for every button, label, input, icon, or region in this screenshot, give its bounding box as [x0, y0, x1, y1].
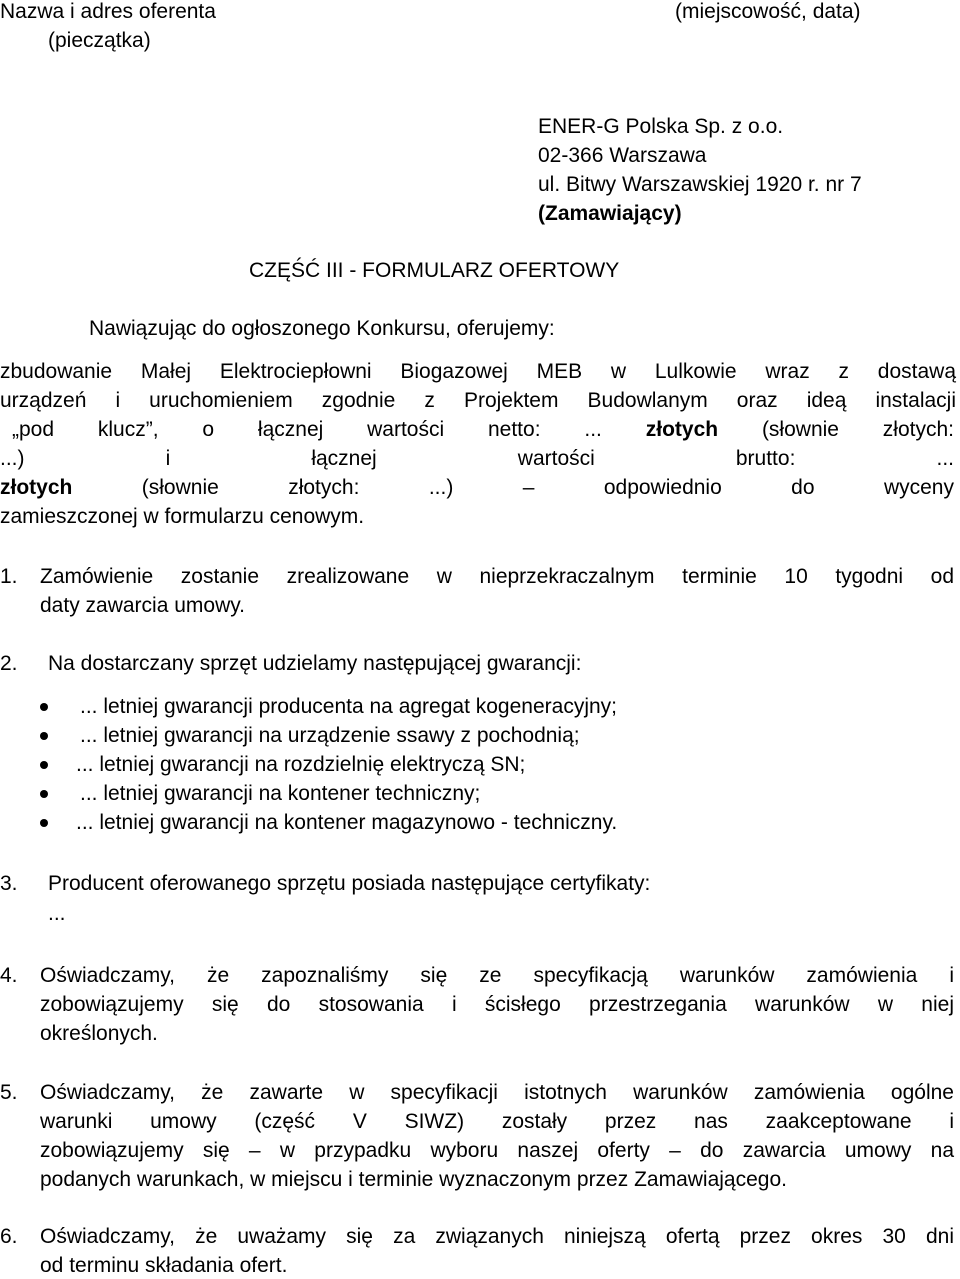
- item-text: Producent oferowanego sprzętu posiada następujące certyfikaty:: [48, 872, 651, 895]
- item-text: Zamówienie zostanie zrealizowane w nieprzekraczalnym terminie 10 tygodni od: [40, 565, 954, 588]
- place-date-label: (miejscowość, data): [675, 0, 861, 23]
- offer-line: ...) i łącznej wartości brutto: ...: [0, 447, 954, 470]
- item-text: Oświadczamy, że uważamy się za związanych niniejszą ofertą przez okres 30 dni: [40, 1225, 954, 1248]
- warranty-item: ... letniej gwarancji na rozdzielnię elektryczą SN;: [76, 753, 526, 776]
- item-number: 1.: [0, 565, 18, 588]
- offer-line: [0, 474, 954, 501]
- item-number: 4.: [0, 964, 18, 987]
- item-text: zobowiązujemy się do stosowania i ścisłego przestrzegania warunków w niej: [40, 993, 954, 1016]
- item-number: 5.: [0, 1081, 18, 1104]
- item-text: zobowiązujemy się – w przypadku wyboru naszej oferty – do zawarcia umowy na: [40, 1139, 954, 1162]
- offer-line: zbudowanie Małej Elektrociepłowni Biogazowej MEB w Lulkowie wraz z dostawą: [0, 360, 956, 383]
- offer-line: zamieszczonej w formularzu cenowym.: [0, 505, 365, 528]
- net-value-text: „pod klucz”, o łącznej wartości netto: ...: [12, 418, 602, 441]
- bullet-icon: [40, 761, 48, 769]
- item-text: ...: [48, 902, 66, 925]
- offer-line: [12, 416, 954, 443]
- item-number: 6.: [0, 1225, 18, 1248]
- item-text: określonych.: [40, 1022, 158, 1045]
- bullet-icon: [40, 819, 48, 827]
- item-text: od terminu składania ofert.: [40, 1254, 288, 1277]
- item-text: podanych warunkach, w miejscu i terminie wyznaczonym przez Zamawiającego.: [40, 1168, 787, 1191]
- currency-label: złotych: [0, 476, 73, 499]
- item-text: Oświadczamy, że zawarte w specyfikacji istotnych warunków zamówienia ogólne: [40, 1081, 954, 1104]
- offer-line: urządzeń i uruchomieniem zgodnie z Projektem Budowlanym oraz ideą instalacji: [0, 389, 956, 412]
- item-text: Oświadczamy, że zapoznaliśmy się ze specyfikacją warunków zamówienia i: [40, 964, 954, 987]
- warranty-item: ... letniej gwarancji na kontener techniczny;: [80, 782, 481, 805]
- warranty-item: ... letniej gwarancji na kontener magazynowo - techniczny.: [76, 811, 618, 834]
- bullet-icon: [40, 790, 48, 798]
- item-text: daty zawarcia umowy.: [40, 594, 246, 617]
- warranty-item: ... letniej gwarancji producenta na agregat kogeneracyjny;: [80, 695, 617, 718]
- recipient-company: ENER-G Polska Sp. z o.o.: [538, 115, 784, 138]
- stamp-label: (pieczątka): [48, 29, 151, 52]
- bullet-icon: [40, 732, 48, 740]
- page-title: CZĘŚĆ III - FORMULARZ OFERTOWY: [249, 259, 620, 282]
- currency-label: złotych: [645, 418, 719, 441]
- words-label: (słownie złotych:: [718, 418, 955, 441]
- bullet-icon: [40, 703, 48, 711]
- intro-text: Nawiązując do ogłoszonego Konkursu, oferujemy:: [89, 317, 555, 340]
- item-text: warunki umowy (część V SIWZ) zostały przez nas zaakceptowane i: [40, 1110, 954, 1133]
- warranty-item: ... letniej gwarancji na urządzenie ssawy z pochodnią;: [80, 724, 580, 747]
- recipient-street: ul. Bitwy Warszawskiej 1920 r. nr 7: [538, 173, 862, 196]
- item-text: Na dostarczany sprzęt udzielamy następującej gwarancji:: [48, 652, 582, 675]
- item-number: 3.: [0, 872, 18, 895]
- recipient-role: (Zamawiający): [538, 202, 682, 225]
- gross-words-text: (słownie złotych: ...) – odpowiednio do wyceny: [72, 476, 954, 499]
- recipient-postal: 02-366 Warszawa: [538, 144, 707, 167]
- item-number: 2.: [0, 652, 18, 675]
- sender-name-label: Nazwa i adres oferenta: [0, 0, 216, 23]
